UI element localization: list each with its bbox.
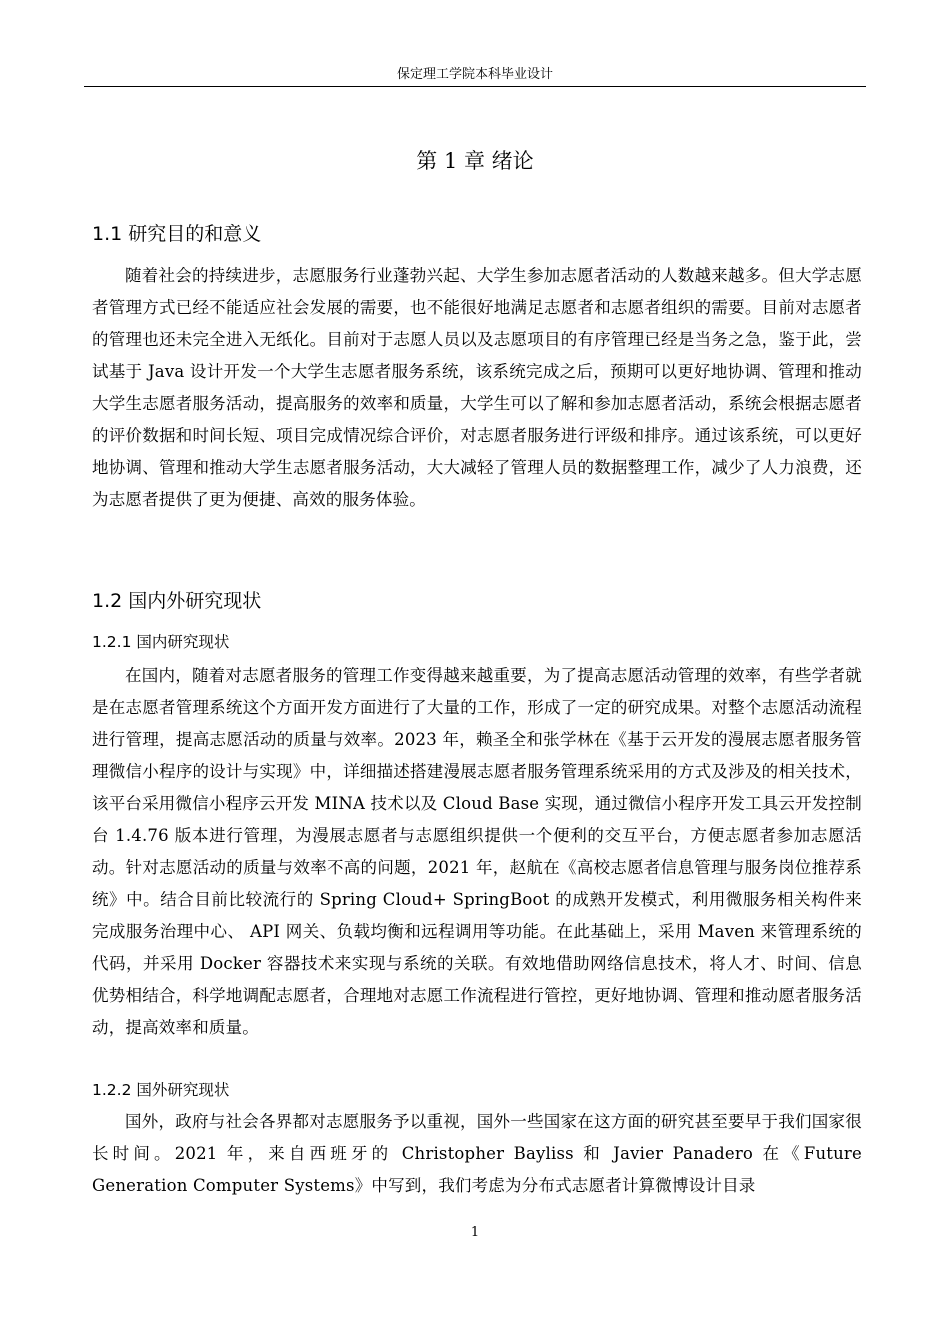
page-number: 1 <box>470 1225 480 1240</box>
subsection-1-2-1-paragraph: 在国内，随着对志愿者服务的管理工作变得越来越重要，为了提高志愿活动管理的效率，有些学者就是在志愿者管理系统这个方面开发方面进行了大量的工作，形成了一定的研究成果。对整个志愿活动流程进行管理，提高志愿活动的质量与效率。2023 年，赖圣全和张学林在《基于云开发的漫展志愿者服务管理微信小程序的设计与实现》中，详细描述搭建漫展志愿者服务管理系统采用的方式及涉及的相关技术，该平台采用微信小程序云开发 MINA 技术以及 Cloud Base 实现，通过微信小程序开发工具云开发控制台 1.4.76 版本进行管理，为漫展志愿者与志愿组织提供一个便利的交互平台，方便志愿者参加志愿活动。针对志愿活动的质量与效率不高的问题，2021 年，赵航在《高校志愿者信息管理与服务岗位推荐系统》中。结合目前比较流行的 Spring Cloud+ SpringBoot 的成熟开发模式，利用微服务相关构件来完成服务治理中心、 API 网关、负载均衡和远程调用等功能。在此基础上，采用 Maven 来管理系统的代码，并采用 Docker 容器技术来实现与系统的关联。有效地借助网络信息技术，将人才、时间、信息优势相结合，科学地调配志愿者，合理地对志愿工作流程进行管控，更好地协调、管理和推动愿者服务活动，提高效率和质量。 <box>92 666 863 1037</box>
section-1-1-paragraph: 随着社会的持续进步，志愿服务行业蓬勃兴起、大学生参加志愿者活动的人数越来越多。但大学志愿者管理方式已经不能适应社会发展的需要，也不能很好地满足志愿者和志愿者组织的需要。目前对志愿者的管理也还未完全进入无纸化。目前对于志愿人员以及志愿项目的有序管理已经是当务之急，鉴于此，尝试基于 Java 设计开发一个大学生志愿者服务系统，该系统完成之后，预期可以更好地协调、管理和推动大学生志愿者服务活动，提高服务的效率和质量，大学生可以了解和参加志愿者活动，系统会根据志愿者的评价数据和时间长短、项目完成情况综合评价，对志愿者服务进行评级和排序。通过该系统，可以更好地协调、管理和推动大学生志愿者服务活动，大大减轻了管理人员的数据整理工作，减少了人力浪费，还为志愿者提供了更为便捷、高效的服务体验。 <box>92 266 862 509</box>
subsection-1-2-2-paragraph: 国外，政府与社会各界都对志愿服务予以重视，国外一些国家在这方面的研究甚至要早于我们国家很长时间。2021 年，来自西班牙的 Christopher Bayliss 和 Javier Panadero 在《Future Generation Computer Systems》中写到，我们考虑为分布式志愿者计算微博设计目录 <box>92 1112 862 1195</box>
subsection-heading-1-2-1: 1.2.1 国内研究现状 <box>92 633 230 651</box>
section-heading-1-2: 1.2 国内外研究现状 <box>92 590 262 612</box>
section-heading-1-1: 1.1 研究目的和意义 <box>92 223 262 245</box>
subsection-heading-1-2-2: 1.2.2 国外研究现状 <box>92 1081 230 1099</box>
page-header <box>84 64 866 87</box>
chapter-title: 第 1 章 绪论 <box>416 149 534 173</box>
header-title: 保定理工学院本科毕业设计 <box>396 67 553 82</box>
